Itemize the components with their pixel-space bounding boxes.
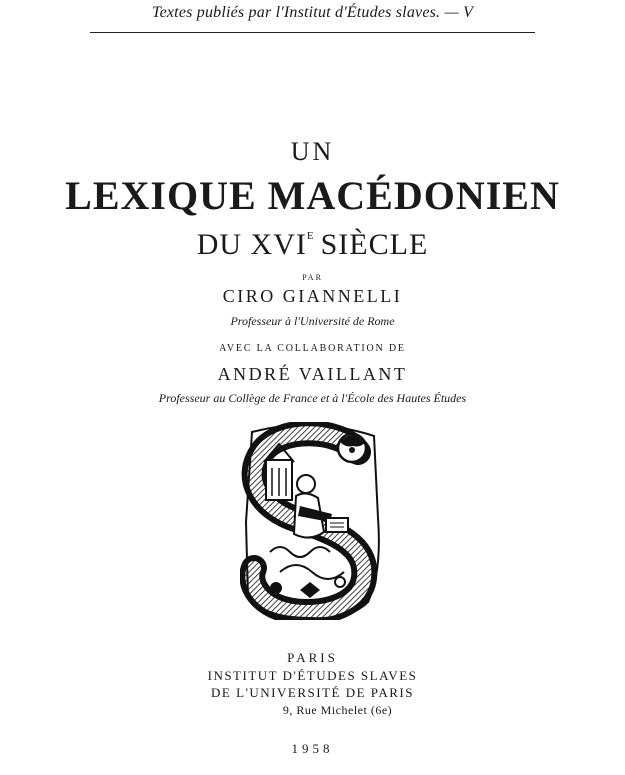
title-line-1: UN [290,137,335,166]
series-line: Textes publiés par l'Institut d'Études slaves. — V [151,4,474,21]
author-name: CIRO GIANNELLI [222,286,403,306]
publisher-address: 9, Rue Michelet (6e) [282,703,393,717]
coauthor-name: ANDRÉ VAILLANT [217,364,408,384]
header-rule [90,32,535,33]
publisher-line-2: DE L'UNIVERSITÉ DE PARIS [211,685,414,700]
publisher-line-1: INSTITUT D'ÉTUDES SLAVES [207,668,418,683]
collaboration-line: AVEC LA COLLABORATION DE [219,343,406,354]
coauthor-affiliation: Professeur au Collège de France et à l'École des Hautes Études [158,391,467,405]
title-line-3-main: DU XVI [196,228,307,261]
publisher-city: PARIS [287,650,338,665]
publication-year: 1958 [291,741,334,756]
decorated-initial-s-icon [240,422,386,620]
title-line-3 [0,228,625,262]
title-line-3-superscript: E [306,230,315,242]
by-word: PAR [302,273,323,282]
title-line-3-end: SIÈCLE [320,228,429,261]
author-affiliation: Professeur à l'Université de Rome [230,314,395,328]
title-line-2: LEXIQUE MACÉDONIEN [65,173,560,218]
